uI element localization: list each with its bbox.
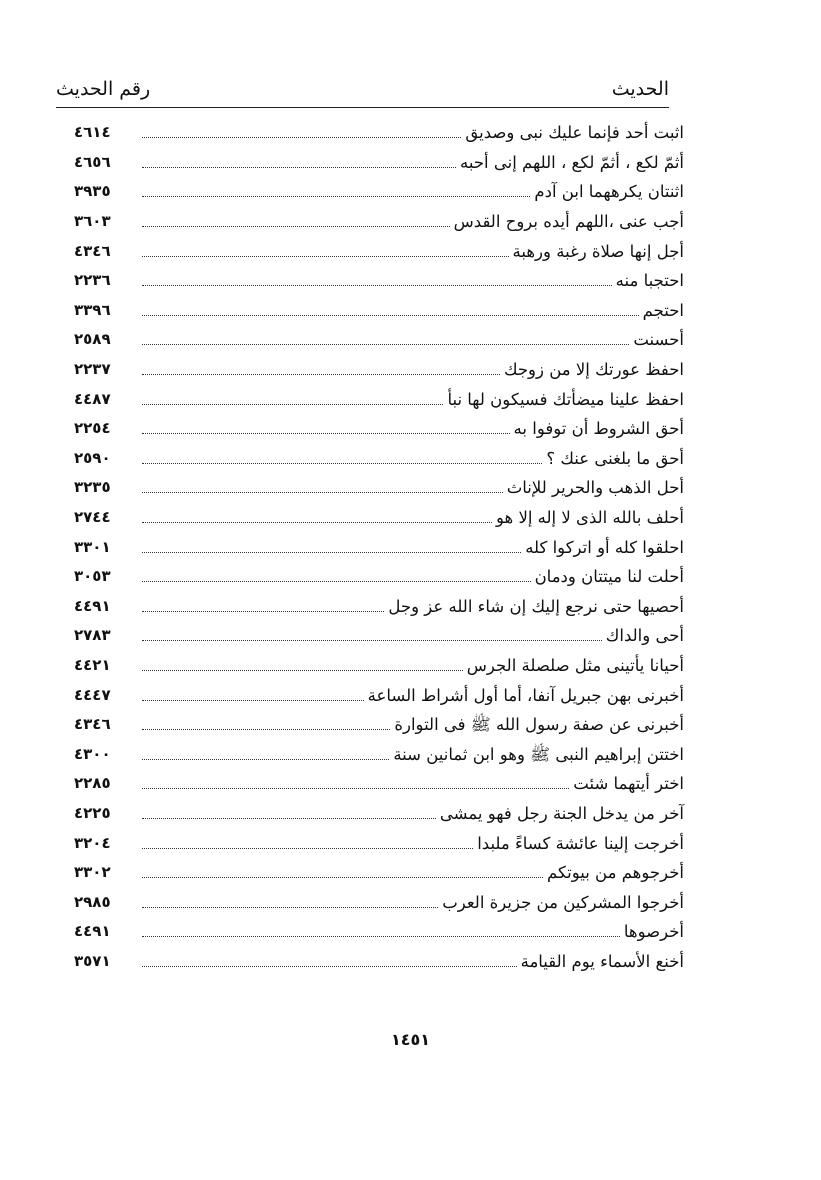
index-entry [74, 947, 684, 977]
dot-leader [142, 611, 384, 612]
index-entry [74, 236, 684, 266]
dot-leader [142, 581, 531, 582]
dot-leader [142, 256, 509, 257]
hadith-number: ٣٦٠٣ [74, 212, 111, 231]
index-entry [74, 325, 684, 355]
index-entry [74, 444, 684, 474]
dot-leader [142, 315, 639, 316]
index-entry [74, 384, 684, 414]
hadith-text: أجب عنى ،اللهم أيده بروح القدس [453, 212, 684, 232]
dot-leader [142, 788, 569, 789]
hadith-number: ٣٢٣٥ [74, 478, 111, 497]
index-entry [74, 651, 684, 681]
index-entry [74, 917, 684, 947]
index-entry [74, 828, 684, 858]
index-entry [74, 532, 684, 562]
hadith-text: أحلت لنا ميتتان ودمان [534, 567, 684, 587]
hadith-number: ٣٢٠٤ [74, 833, 111, 852]
hadith-number: ٢٧٤٤ [74, 508, 111, 527]
hadith-number: ٤٤٩١ [74, 922, 111, 941]
hadith-number: ٢٢٨٥ [74, 774, 111, 793]
hadith-text: أخنع الأسماء يوم القيامة [520, 951, 684, 971]
hadith-text: اختر أيتهما شئت [573, 774, 684, 794]
index-entry [74, 858, 684, 888]
hadith-text: أحق ما بلغنى عنك ؟ [546, 448, 684, 468]
hadith-text: أخرصوها [623, 922, 684, 942]
hadith-text: أثمّ لكع ، أثمّ لكع ، اللهم إنى أحبه [460, 152, 684, 172]
index-entry [74, 769, 684, 799]
index-entry [74, 207, 684, 237]
dot-leader [142, 285, 612, 286]
index-entry [74, 266, 684, 296]
hadith-text: أجل إنها صلاة رغبة ورهبة [512, 241, 684, 261]
index-entry [74, 503, 684, 533]
hadith-text: أخرجوهم من بيوتكم [547, 863, 684, 883]
hadith-number: ٢٢٣٧ [74, 360, 111, 379]
hadith-number: ٤٢٢٥ [74, 803, 111, 822]
hadith-number: ٣٥٧١ [74, 951, 111, 970]
header-divider [56, 107, 669, 108]
index-entry [74, 414, 684, 444]
dot-leader [142, 936, 620, 937]
hadith-text: اثبت أحد فإنما عليك نبى وصديق [465, 123, 684, 143]
hadith-number: ٤٤٨٧ [74, 389, 111, 408]
dot-leader [142, 670, 463, 671]
dot-leader [142, 492, 503, 493]
hadith-text: احفظ علينا ميضأتك فسيكون لها نبأ [447, 389, 684, 409]
hadith-text: أحق الشروط أن توفوا به [513, 419, 684, 439]
hadith-text: احتجم [642, 300, 684, 320]
hadith-number: ٣٠٥٣ [74, 567, 111, 586]
hadith-number: ٣٣٠٢ [74, 863, 111, 882]
index-entry [74, 680, 684, 710]
hadith-number: ٤٤٤٧ [74, 685, 111, 704]
hadith-number: ٢٥٩٠ [74, 448, 111, 467]
hadith-number: ٤٦٥٦ [74, 152, 111, 171]
dot-leader [142, 966, 517, 967]
hadith-number: ٤٣٠٠ [74, 744, 111, 763]
dot-leader [142, 729, 390, 730]
hadith-number: ٢٢٣٦ [74, 271, 111, 290]
hadith-number: ٤٣٤٦ [74, 715, 111, 734]
index-entry [74, 592, 684, 622]
column-header [56, 76, 669, 102]
hadith-number: ٢٩٨٥ [74, 892, 111, 911]
dot-leader [142, 226, 450, 227]
dot-leader [142, 196, 530, 197]
dot-leader [142, 463, 542, 464]
hadith-text: احتجبا منه [615, 271, 684, 291]
hadith-text: أحيانا يأتينى مثل صلصلة الجرس [466, 655, 684, 675]
dot-leader [142, 818, 436, 819]
hadith-text: أحى والداك [605, 626, 684, 646]
dot-leader [142, 552, 521, 553]
hadith-number: ٢٢٥٤ [74, 419, 111, 438]
hadith-number: ٢٥٨٩ [74, 330, 111, 349]
dot-leader [142, 137, 461, 138]
dot-leader [142, 640, 602, 641]
index-entry [74, 355, 684, 385]
hadith-number: ٤٣٤٦ [74, 241, 111, 260]
hadith-text: أخرجوا المشركين من جزيرة العرب [442, 892, 684, 912]
hadith-text: اثنتان يكرههما ابن آدم [534, 182, 684, 202]
number-column-heading: رقم الحديث [56, 78, 151, 100]
hadith-text: آخر من يدخل الجنة رجل فهو يمشى [439, 803, 684, 823]
hadith-text: اختتن إبراهيم النبى ﷺ وهو ابن ثمانين سنة [393, 744, 684, 764]
dot-leader [142, 759, 389, 760]
hadith-text: أخرجت إلينا عائشة كساءً ملبدا [477, 833, 684, 853]
index-entry [74, 799, 684, 829]
hadith-text: احفظ عورتك إلا من زوجك [503, 360, 684, 380]
hadith-number: ٣٩٣٥ [74, 182, 111, 201]
hadith-number: ٢٧٨٣ [74, 626, 111, 645]
index-entry [74, 148, 684, 178]
hadith-text: أحسنت [633, 330, 684, 350]
dot-leader [142, 700, 364, 701]
dot-leader [142, 522, 492, 523]
hadith-number: ٤٦١٤ [74, 123, 111, 142]
dot-leader [142, 877, 543, 878]
index-entry [74, 710, 684, 740]
dot-leader [142, 433, 510, 434]
hadith-text: أخبرنى بهن جبريل آنفا، أما أول أشراط الساعة [367, 685, 684, 705]
hadith-text: احلقوا كله أو اتركوا كله [525, 537, 684, 557]
hadith-text: أحصيها حتى نرجع إليك إن شاء الله عز وجل [388, 596, 684, 616]
hadith-number: ٣٣٠١ [74, 537, 111, 556]
dot-leader [142, 374, 500, 375]
hadith-number: ٤٤٢١ [74, 655, 111, 674]
index-entry [74, 621, 684, 651]
dot-leader [142, 404, 443, 405]
hadith-text: أخبرنى عن صفة رسول الله ﷺ فى التوارة [394, 715, 684, 735]
dot-leader [142, 848, 473, 849]
index-entry [74, 177, 684, 207]
page-number: ١٤٥١ [390, 1030, 431, 1049]
index-entry [74, 296, 684, 326]
hadith-number: ٣٣٩٦ [74, 300, 111, 319]
dot-leader [142, 344, 629, 345]
dot-leader [142, 167, 456, 168]
hadith-text: أحلف بالله الذى لا إله إلا هو [495, 508, 684, 528]
dot-leader [142, 907, 438, 908]
index-entry [74, 887, 684, 917]
index-entry [74, 562, 684, 592]
hadith-column-heading: الحديث [611, 78, 669, 100]
index-entry [74, 118, 684, 148]
index-entry [74, 739, 684, 769]
hadith-index-list [74, 118, 684, 976]
hadith-text: أحل الذهب والحرير للإناث [506, 478, 684, 498]
hadith-number: ٤٤٩١ [74, 596, 111, 615]
index-entry [74, 473, 684, 503]
